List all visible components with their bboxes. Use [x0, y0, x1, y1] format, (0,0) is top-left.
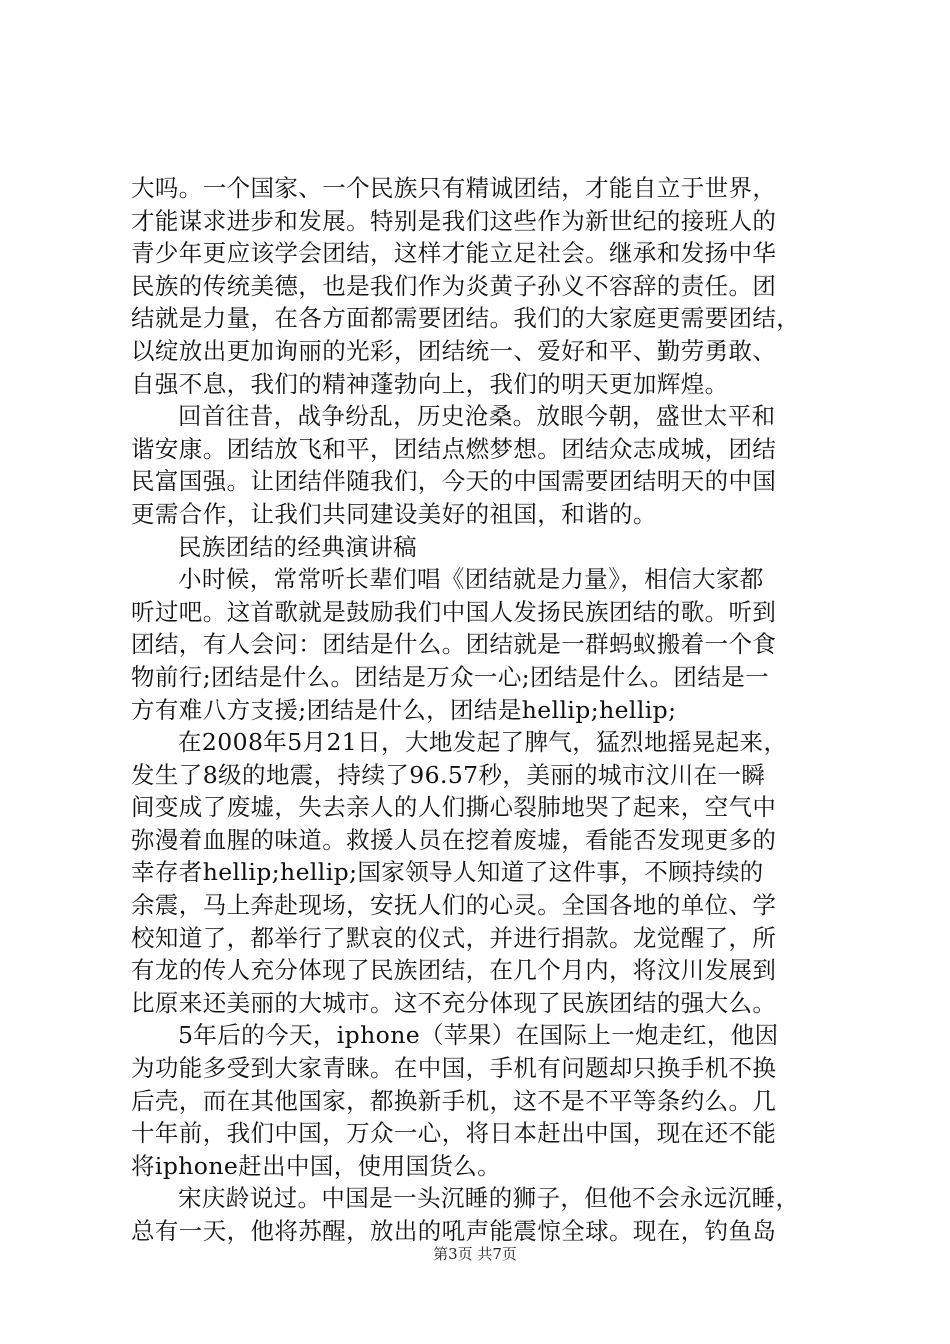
text-line: 比原来还美丽的大城市。这不充分体现了民族团结的强大么。: [131, 988, 777, 1017]
text-line: 谐安康。团结放飞和平，团结点燃梦想。团结众志成城，团结: [131, 434, 777, 463]
text-line: 结就是力量，在各方面都需要团结。我们的大家庭更需要团结，: [131, 304, 801, 333]
page-number: 第3页 共7页: [433, 1245, 517, 1263]
text-line: 在2008年5月21日，大地发起了脾气，猛烈地摇晃起来，: [178, 728, 788, 757]
text-line: 十年前，我们中国，万众一心，将日本赶出中国，现在还不能: [131, 1119, 777, 1148]
text-line: 民族的传统美德，也是我们作为炎黄子孙义不容辞的责任。团: [131, 271, 777, 300]
text-line: 弥漫着血腥的味道。救援人员在挖着废墟，看能否发现更多的: [131, 825, 777, 854]
text-line: 有龙的传人充分体现了民族团结，在几个月内，将汶川发展到: [131, 956, 777, 985]
text-line: 校知道了，都举行了默哀的仪式，并进行捐款。龙觉醒了，所: [131, 923, 777, 952]
text-line: 宋庆龄说过。中国是一头沉睡的狮子，但他不会永远沉睡，: [178, 1184, 800, 1213]
page-footer: [0, 1244, 950, 1264]
text-line: 自强不息，我们的精神蓬勃向上，我们的明天更加辉煌。: [131, 369, 729, 398]
text-line: 5年后的今天，iphone（苹果）在国际上一炮走红，他因: [178, 1021, 779, 1050]
text-line: 民富国强。让团结伴随我们，今天的中国需要团结明天的中国: [131, 467, 777, 496]
text-line: 大吗。一个国家、一个民族只有精诚团结，才能自立于世界，: [131, 174, 777, 202]
text-line: 听过吧。这首歌就是鼓励我们中国人发扬民族团结的歌。听到: [131, 597, 777, 626]
text-line: 方有难八方支援;团结是什么，团结是hellip;hellip;: [131, 695, 677, 724]
text-line: 将iphone赶出中国，使用国货么。: [131, 1151, 502, 1180]
text-line: 更需合作，让我们共同建设美好的祖国，和谐的。: [131, 499, 657, 528]
text-line: 幸存者hellip;hellip;国家领导人知道了这件事，不顾持续的: [131, 858, 764, 887]
text-line: 间变成了废墟，失去亲人的人们撕心裂肺地哭了起来，空气中: [131, 793, 777, 822]
document-body: [131, 172, 841, 1248]
text-line: 发生了8级的地震，持续了96.57秒，美丽的城市汶川在一瞬: [131, 760, 766, 789]
text-line: 后壳，而在其他国家，都换新手机，这不是不平等条约么。几: [131, 1086, 777, 1115]
text-line: 团结，有人会问：团结是什么。团结就是一群蚂蚁搬着一个食: [131, 630, 777, 659]
text-line: 余震，马上奔赴现场，安抚人们的心灵。全国各地的单位、学: [131, 891, 777, 920]
text-line: 回首往昔，战争纷乱，历史沧桑。放眼今朝，盛世太平和: [178, 402, 776, 431]
text-line: 总有一天，他将苏醒，放出的吼声能震惊全球。现在，钓鱼岛: [131, 1217, 777, 1245]
text-line: 以绽放出更加询丽的光彩，团结统一、爱好和平、勤劳勇敢、: [131, 336, 777, 365]
text-line: 小时候，常常听长辈们唱《团结就是力量》，相信大家都: [178, 565, 764, 594]
text-line: 物前行;团结是什么。团结是万众一心;团结是什么。团结是一: [131, 662, 770, 691]
text-line: 为功能多受到大家青睐。在中国，手机有问题却只换手机不换: [131, 1054, 777, 1083]
section-heading: 民族团结的经典演讲稿: [178, 532, 417, 561]
text-line: 才能谋求进步和发展。特别是我们这些作为新世纪的接班人的: [131, 206, 777, 235]
text-line: 青少年更应该学会团结，这样才能立足社会。继承和发扬中华: [131, 239, 777, 268]
